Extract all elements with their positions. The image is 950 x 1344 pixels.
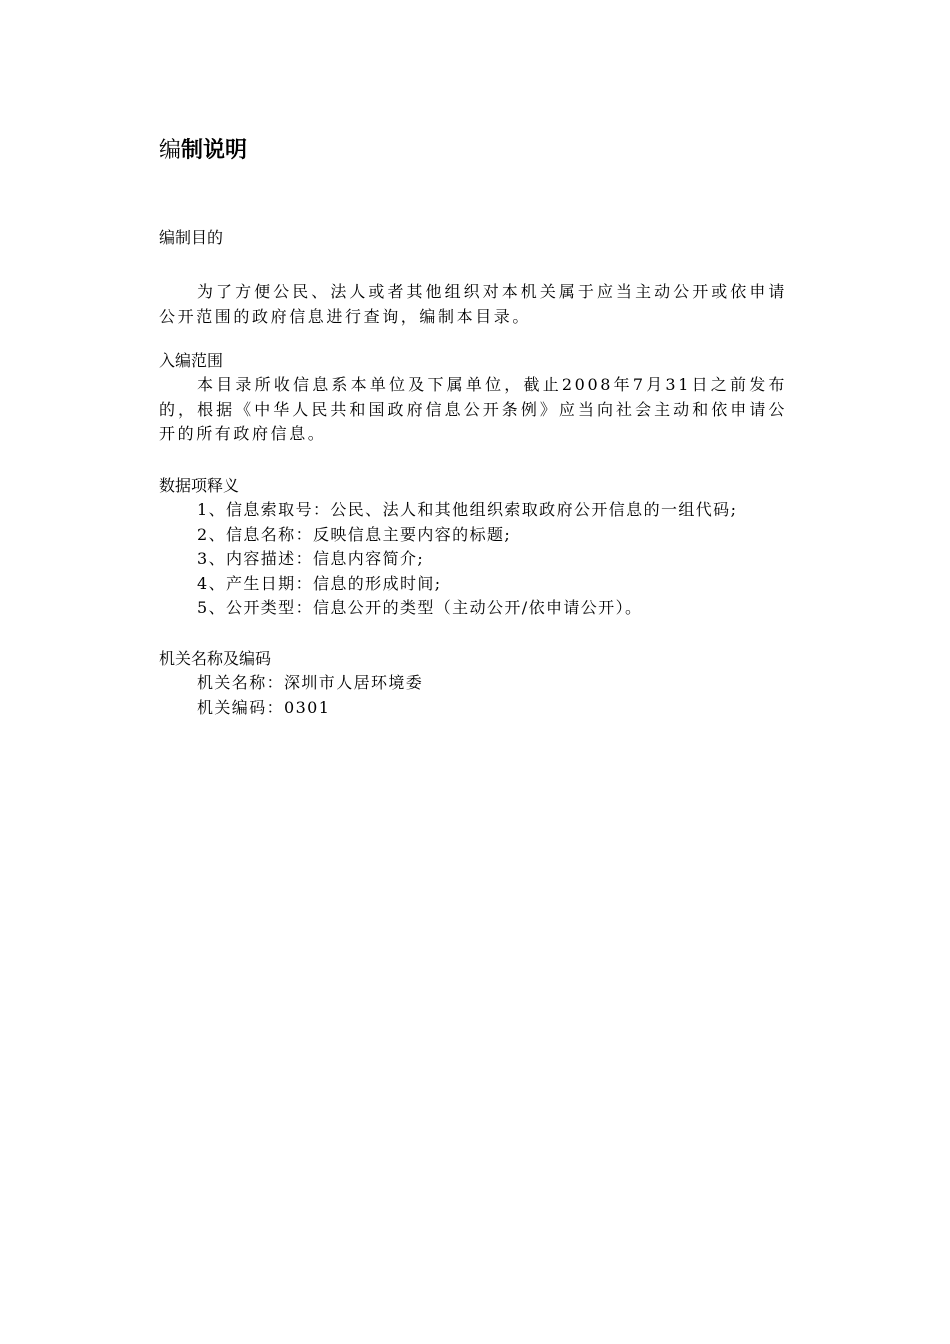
org-code-line: 机关编码：0301: [197, 697, 331, 717]
field-definition-item: 5、公开类型：信息公开的类型（主动公开/依申请公开）。: [197, 598, 643, 617]
org-name-line: 机关名称：深圳市人居环境委: [197, 673, 424, 692]
section-fields: [159, 474, 789, 621]
field-definition-item: 2、信息名称：反映信息主要内容的标题;: [197, 524, 512, 544]
section-scope: [159, 349, 789, 447]
field-definition-item: 1、信息索取号：公民、法人和其他组织索取政府公开信息的一组代码;: [197, 500, 738, 519]
section-heading-fields: 数据项释义: [159, 476, 240, 495]
field-definition-item: 3、内容描述：信息内容简介;: [197, 549, 425, 568]
page-title: [159, 136, 247, 166]
page-title-rest: 制说明: [181, 138, 248, 163]
section-org: [159, 647, 789, 720]
section-text-scope: 本目录所收信息系本单位及下属单位，截止2008年7月31日之前发布的，根据《中华人民共和国政府信息公开条例》应当向社会主动和依申请公开的所有政府信息。: [159, 375, 787, 443]
section-heading-org: 机关名称及编码: [159, 649, 272, 668]
page-title-first-char: 编: [159, 138, 182, 163]
section-purpose: [159, 226, 789, 329]
field-definition-item: 4、产生日期：信息的形成时间;: [197, 573, 442, 593]
section-text-purpose: 为了方便公民、法人或者其他组织对本机关属于应当主动公开或依申请公开范围的政府信息进行查询，编制本目录。: [159, 282, 787, 326]
section-heading-purpose: 编制目的: [159, 228, 224, 247]
section-heading-scope: 入编范围: [159, 351, 224, 370]
